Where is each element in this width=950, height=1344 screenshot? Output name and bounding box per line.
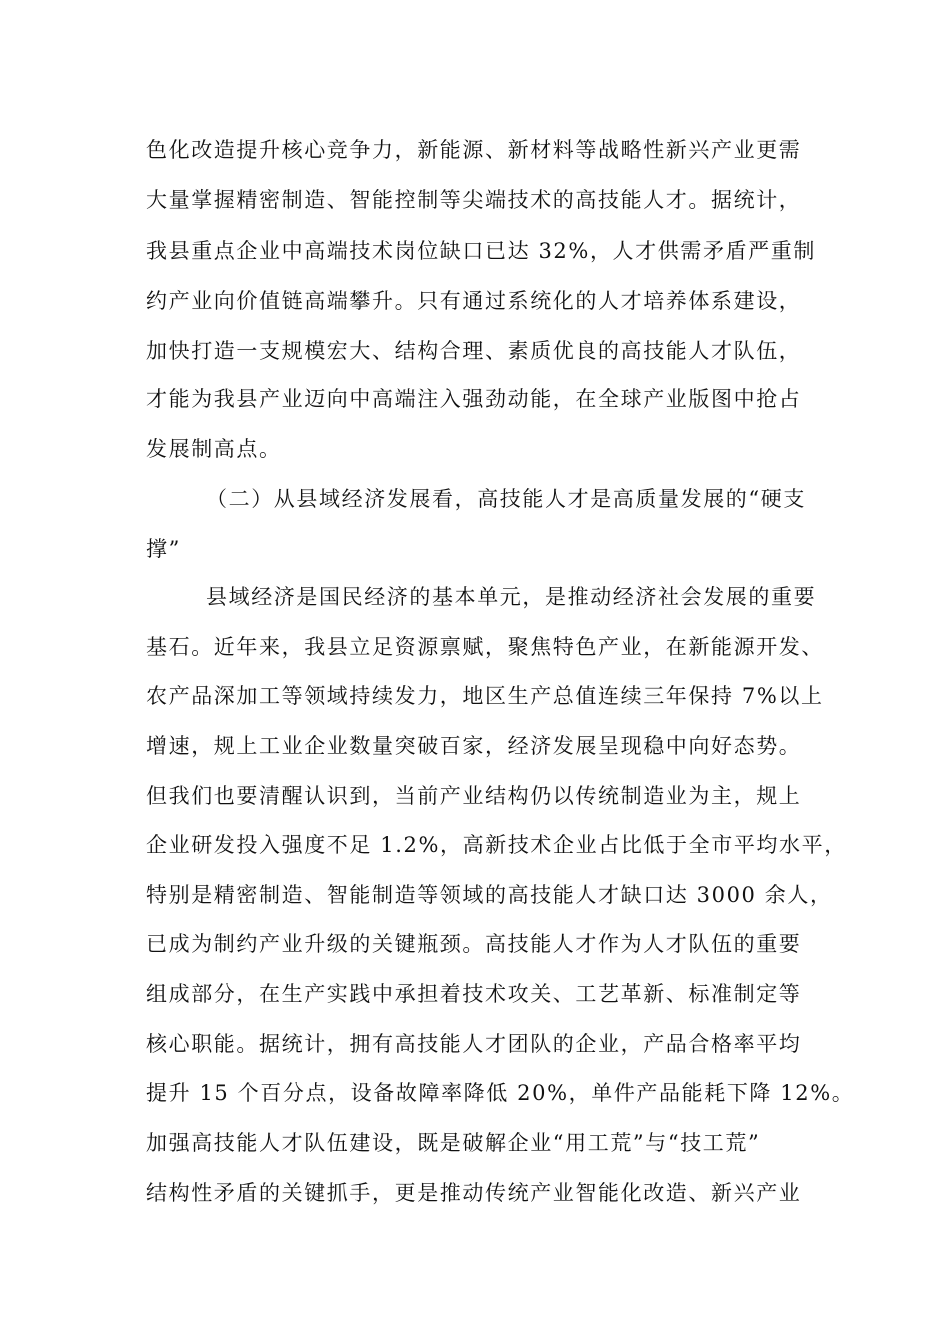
body-text-line: 核心职能。据统计，拥有高技能人才团队的企业，产品合格率平均 [146, 1032, 802, 1056]
body-text-line: 色化改造提升核心竞争力，新能源、新材料等战略性新兴产业更需 [146, 138, 802, 162]
body-text-line: 约产业向价值链高端攀升。只有通过系统化的人才培养体系建设， [146, 289, 802, 313]
body-text-line: 组成部分，在生产实践中承担着技术攻关、工艺革新、标准制定等 [146, 982, 802, 1006]
body-text-line: 发展制高点。 [146, 437, 282, 461]
section-heading-line: （二）从县域经济发展看，高技能人才是高质量发展的“硬支 [206, 487, 806, 511]
body-text-line: 特别是精密制造、智能制造等领域的高技能人才缺口达 3000 余人， [146, 883, 833, 907]
body-text-line: 我县重点企业中高端技术岗位缺口已达 32%，人才供需矛盾严重制 [146, 239, 816, 263]
body-text-line: 农产品深加工等领域持续发力，地区生产总值连续三年保持 7%以上 [146, 684, 824, 708]
body-text-line: 企业研发投入强度不足 1.2%，高新技术企业占比低于全市平均水平， [146, 833, 847, 857]
body-text-line: 增速，规上工业企业数量突破百家，经济发展呈现稳中向好态势。 [146, 734, 802, 758]
body-text-line: 结构性矛盾的关键抓手，更是推动传统产业智能化改造、新兴产业 [146, 1181, 802, 1205]
body-text-line: 县域经济是国民经济的基本单元，是推动经济社会发展的重要 [206, 585, 817, 609]
body-text-line: 但我们也要清醒认识到，当前产业结构仍以传统制造业为主，规上 [146, 784, 802, 808]
body-text-line: 提升 15 个百分点，设备故障率降低 20%，单件产品能耗下降 12%。 [146, 1081, 855, 1105]
body-text-line: 加快打造一支规模宏大、结构合理、素质优良的高技能人才队伍， [146, 339, 802, 363]
body-text-line: 已成为制约产业升级的关键瓶颈。高技能人才作为人才队伍的重要 [146, 932, 802, 956]
section-heading-line: 撑” [146, 537, 181, 561]
body-text-line: 基石。近年来，我县立足资源禀赋，聚焦特色产业，在新能源开发、 [146, 635, 824, 659]
body-text-line: 才能为我县产业迈向中高端注入强劲动能，在全球产业版图中抢占 [146, 387, 802, 411]
body-text-line: 大量掌握精密制造、智能控制等尖端技术的高技能人才。据统计， [146, 188, 802, 212]
body-text-line: 加强高技能人才队伍建设，既是破解企业“用工荒”与“技工荒” [146, 1131, 761, 1155]
